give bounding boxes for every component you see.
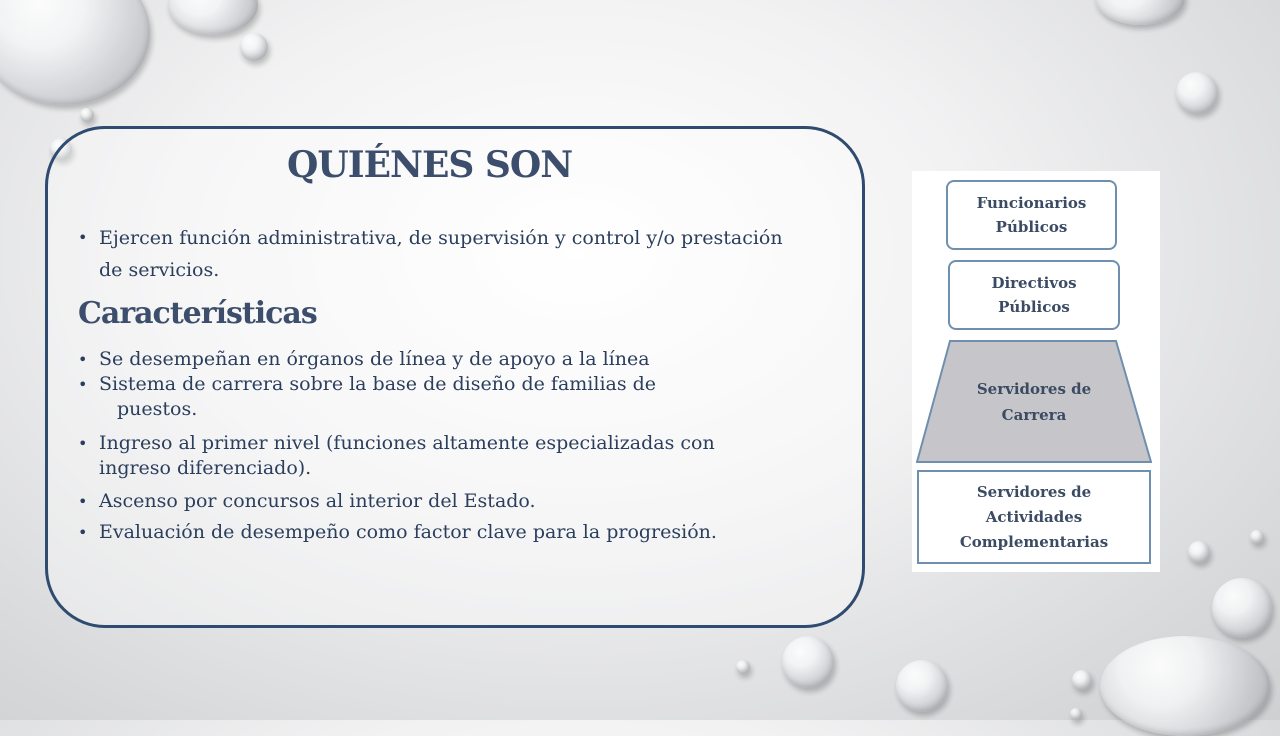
water-drop: [1212, 578, 1272, 638]
water-drop: [736, 660, 750, 674]
water-drop: [1176, 72, 1218, 114]
list-item-text: Ascenso por concursos al interior del Estado.: [99, 490, 536, 512]
intro-bullet-text: Ejercen función administrativa, de supervisión y control y/o prestación de servicios.: [99, 227, 783, 281]
water-drop: [1070, 708, 1082, 720]
list-item-continuation: puestos.: [117, 398, 198, 420]
list-item: [78, 372, 738, 422]
diagram-level-complementarias: Servidores de Actividades Complementarias: [917, 470, 1151, 564]
characteristics-list: [78, 347, 738, 551]
water-drop: [80, 108, 94, 122]
list-item: [78, 347, 738, 372]
intro-text: [78, 222, 798, 286]
intro-bullet: [78, 222, 798, 286]
water-drop: [1095, 0, 1185, 25]
list-item: [78, 489, 738, 514]
diagram-level-carrera-label: Servidores de Carrera: [976, 380, 1092, 424]
list-item: [78, 520, 738, 545]
diagram-level-directivos: Directivos Públicos: [948, 260, 1120, 330]
water-drop: [0, 0, 150, 105]
list-item-text: Evaluación de desempeño como factor clave para la progresión.: [99, 521, 717, 543]
water-drop: [1188, 541, 1210, 563]
slide-title: QUIÉNES SON: [287, 144, 573, 186]
water-drop: [168, 0, 258, 35]
list-item-text: Sistema de carrera sobre la base de diseño de familias de: [99, 373, 657, 395]
water-drop: [1100, 636, 1270, 736]
list-item: [78, 431, 738, 481]
list-item-text: Se desempeñan en órganos de línea y de apoyo a la línea: [99, 348, 650, 370]
water-drop: [240, 33, 268, 61]
diagram-level-funcionarios: Funcionarios Públicos: [946, 180, 1117, 250]
water-drop: [782, 636, 834, 688]
section-subtitle: Características: [78, 296, 317, 331]
water-drop: [1072, 670, 1092, 690]
diagram-level-carrera: [916, 340, 1152, 464]
water-drop: [1250, 530, 1264, 544]
water-drop: [896, 660, 948, 712]
list-item-text: Ingreso al primer nivel (funciones altamente especializadas con ingreso diferenciado).: [99, 432, 715, 479]
